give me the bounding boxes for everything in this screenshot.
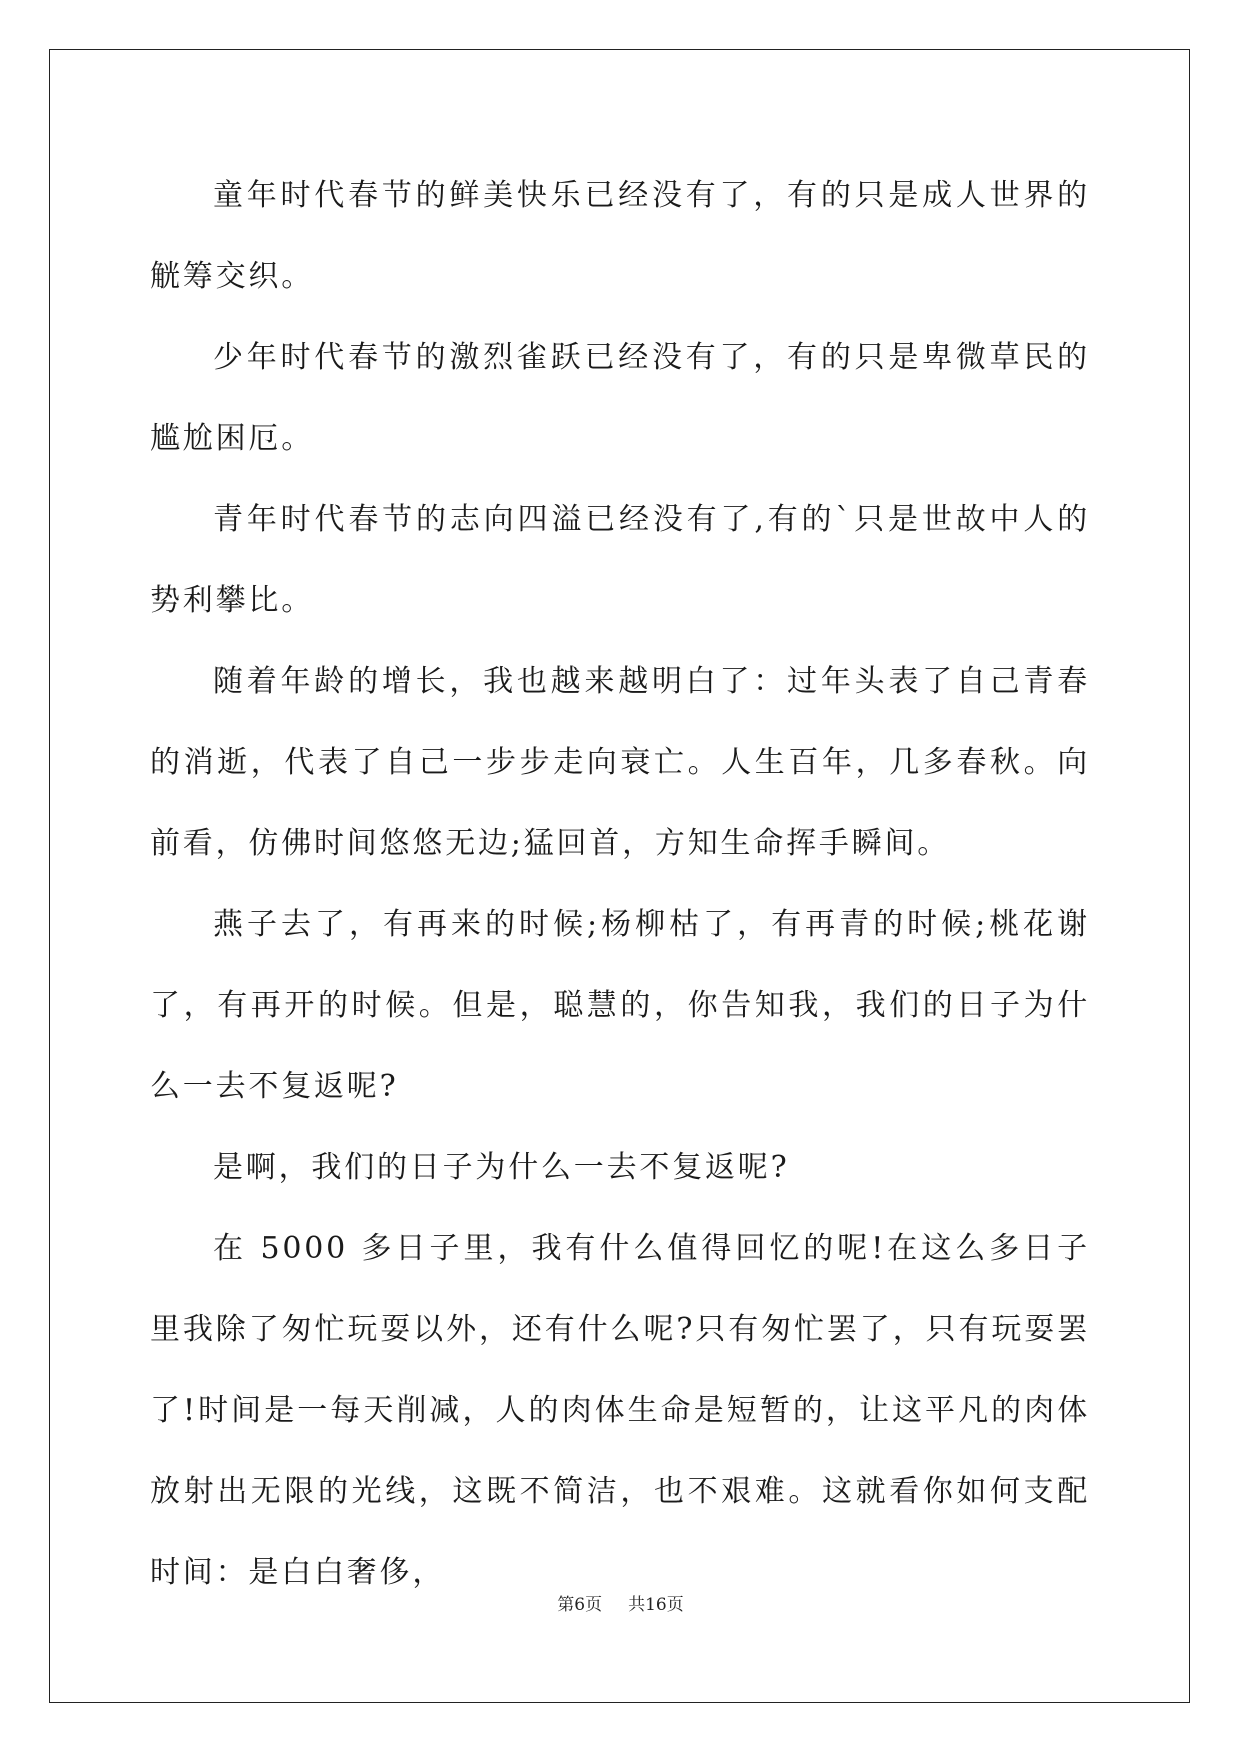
paragraph: 是啊，我们的日子为什么一去不复返呢? [213, 1150, 790, 1185]
document-body [150, 155, 1090, 1613]
paragraph: 青年时代春节的志向四溢已经没有了,有的`只是世故中人的势利攀比。 [150, 502, 1090, 618]
paragraph: 少年时代春节的激烈雀跃已经没有了，有的只是卑微草民的尴尬困厄。 [150, 340, 1090, 456]
paragraph: 在 5000 多日子里，我有什么值得回忆的呢!在这么多日子里我除了匆忙玩耍以外，还有什么呢?只有匆忙罢了，只有玩耍罢了!时间是一每天削减，人的肉体生命是短暂的，让这平凡的肉体放射出无限的光线，这既不简洁，也不艰难。这就看你如何支配时间：是白白奢侈， [150, 1231, 1090, 1590]
paragraph: 燕子去了，有再来的时候;杨柳枯了，有再青的时候;桃花谢了，有再开的时候。但是，聪慧的，你告知我，我们的日子为什么一去不复返呢? [150, 907, 1090, 1104]
page-footer [0, 1590, 1241, 1615]
total-page-count: 共16页 [628, 1595, 684, 1615]
paragraph: 随着年龄的增长，我也越来越明白了：过年头表了自己青春的消逝，代表了自己一步步走向衰亡。人生百年，几多春秋。向前看，仿佛时间悠悠无边;猛回首，方知生命挥手瞬间。 [150, 664, 1090, 861]
paragraph: 童年时代春节的鲜美快乐已经没有了，有的只是成人世界的觥筹交织。 [150, 178, 1090, 294]
current-page-number: 第6页 [557, 1595, 603, 1615]
